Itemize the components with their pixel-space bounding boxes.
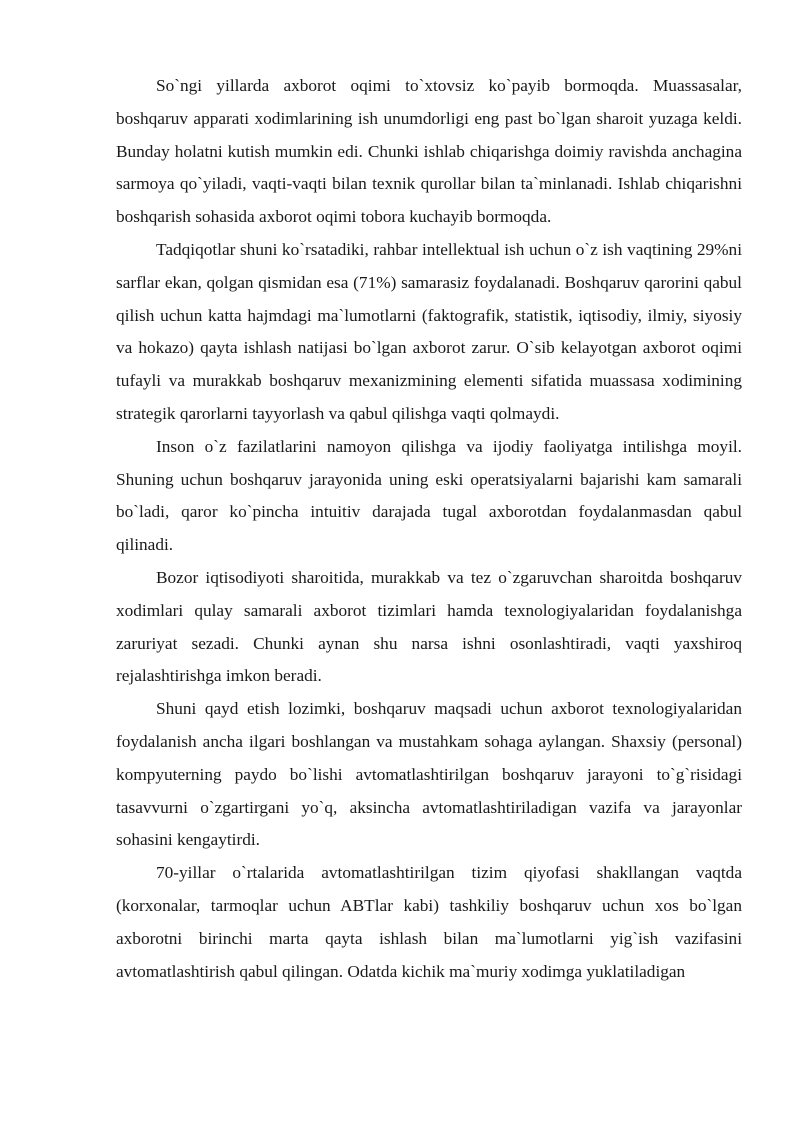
- paragraph-6: 70-yillar o`rtalarida avtomatlashtirilgan tizim qiyofasi shakllangan vaqtda (korxonalar, tarmoqlar uchun ABTlar kabi) tashkiliy boshqaruv uchun xos bo`lgan axborotni birinchi marta qayta ishlash bilan ma`lumotlarni yig`ish vazifasini avtomatlashtirish qabul qilingan. Odatda kichik ma`muriy xodimga yuklatiladigan: [116, 863, 742, 981]
- document-body: [116, 70, 742, 988]
- paragraph-4: Bozor iqtisodiyoti sharoitida, murakkab va tez o`zgaruvchan sharoitda boshqaruv xodimlari qulay samarali axborot tizimlari hamda texnologiyalaridan foydalanishga zaruriyat sezadi. Chunki aynan shu narsa ishni osonlashtiradi, vaqti yaxshiroq rejalashtirishga imkon beradi.: [116, 567, 742, 686]
- paragraph-5: Shuni qayd etish lozimki, boshqaruv maqsadi uchun axborot texnologiyalaridan foydalanish ancha ilgari boshlangan va mustahkam sohaga aylangan. Shaxsiy (personal) kompyuterning paydo bo`lishi avtomatlashtirilgan boshqaruv jarayoni to`g`risidagi tasavvurni o`zgartirgani yo`q, aksincha avtomatlashtiriladigan vazifa va jarayonlar sohasini kengaytirdi.: [116, 699, 742, 850]
- paragraph-1: So`ngi yillarda axborot oqimi to`xtovsiz ko`payib bormoqda. Muassasalar, boshqaruv apparati xodimlarining ish unumdorligi eng past bo`lgan sharoit yuzaga keldi. Bunday holatni kutish mumkin edi. Chunki ishlab chiqarishga doimiy ravishda anchagina sarmoya qo`yiladi, vaqti-vaqti bilan texnik qurollar bilan ta`minlanadi. Ishlab chiqarishni boshqarish sohasida axborot oqimi tobora kuchayib bormoqda.: [116, 76, 742, 227]
- paragraph-2: Tadqiqotlar shuni ko`rsatadiki, rahbar intellektual ish uchun o`z ish vaqtining 29%ni sarflar ekan, qolgan qismidan esa (71%) samarasiz foydalanadi. Boshqaruv qarorini qabul qilish uchun katta hajmdagi ma`lumotlarni (faktografik, statistik, iqtisodiy, ilmiy, siyosiy va hokazo) qayta ishlash natijasi bo`lgan axborot zarur. O`sib kelayotgan axborot oqimi tufayli va murakkab boshqaruv mexanizmining elementi sifatida muassasa xodimining strategik qarorlarni tayyorlash va qabul qilishga vaqti qolmaydi.: [116, 239, 742, 423]
- paragraph-3: Inson o`z fazilatlarini namoyon qilishga va ijodiy faoliyatga intilishga moyil. Shuning uchun boshqaruv jarayonida uning eski operatsiyalarni bajarishi kam samarali bo`ladi, qaror ko`pincha intuitiv darajada tugal axborotdan foydalanmasdan qabul qilinadi.: [116, 436, 742, 555]
